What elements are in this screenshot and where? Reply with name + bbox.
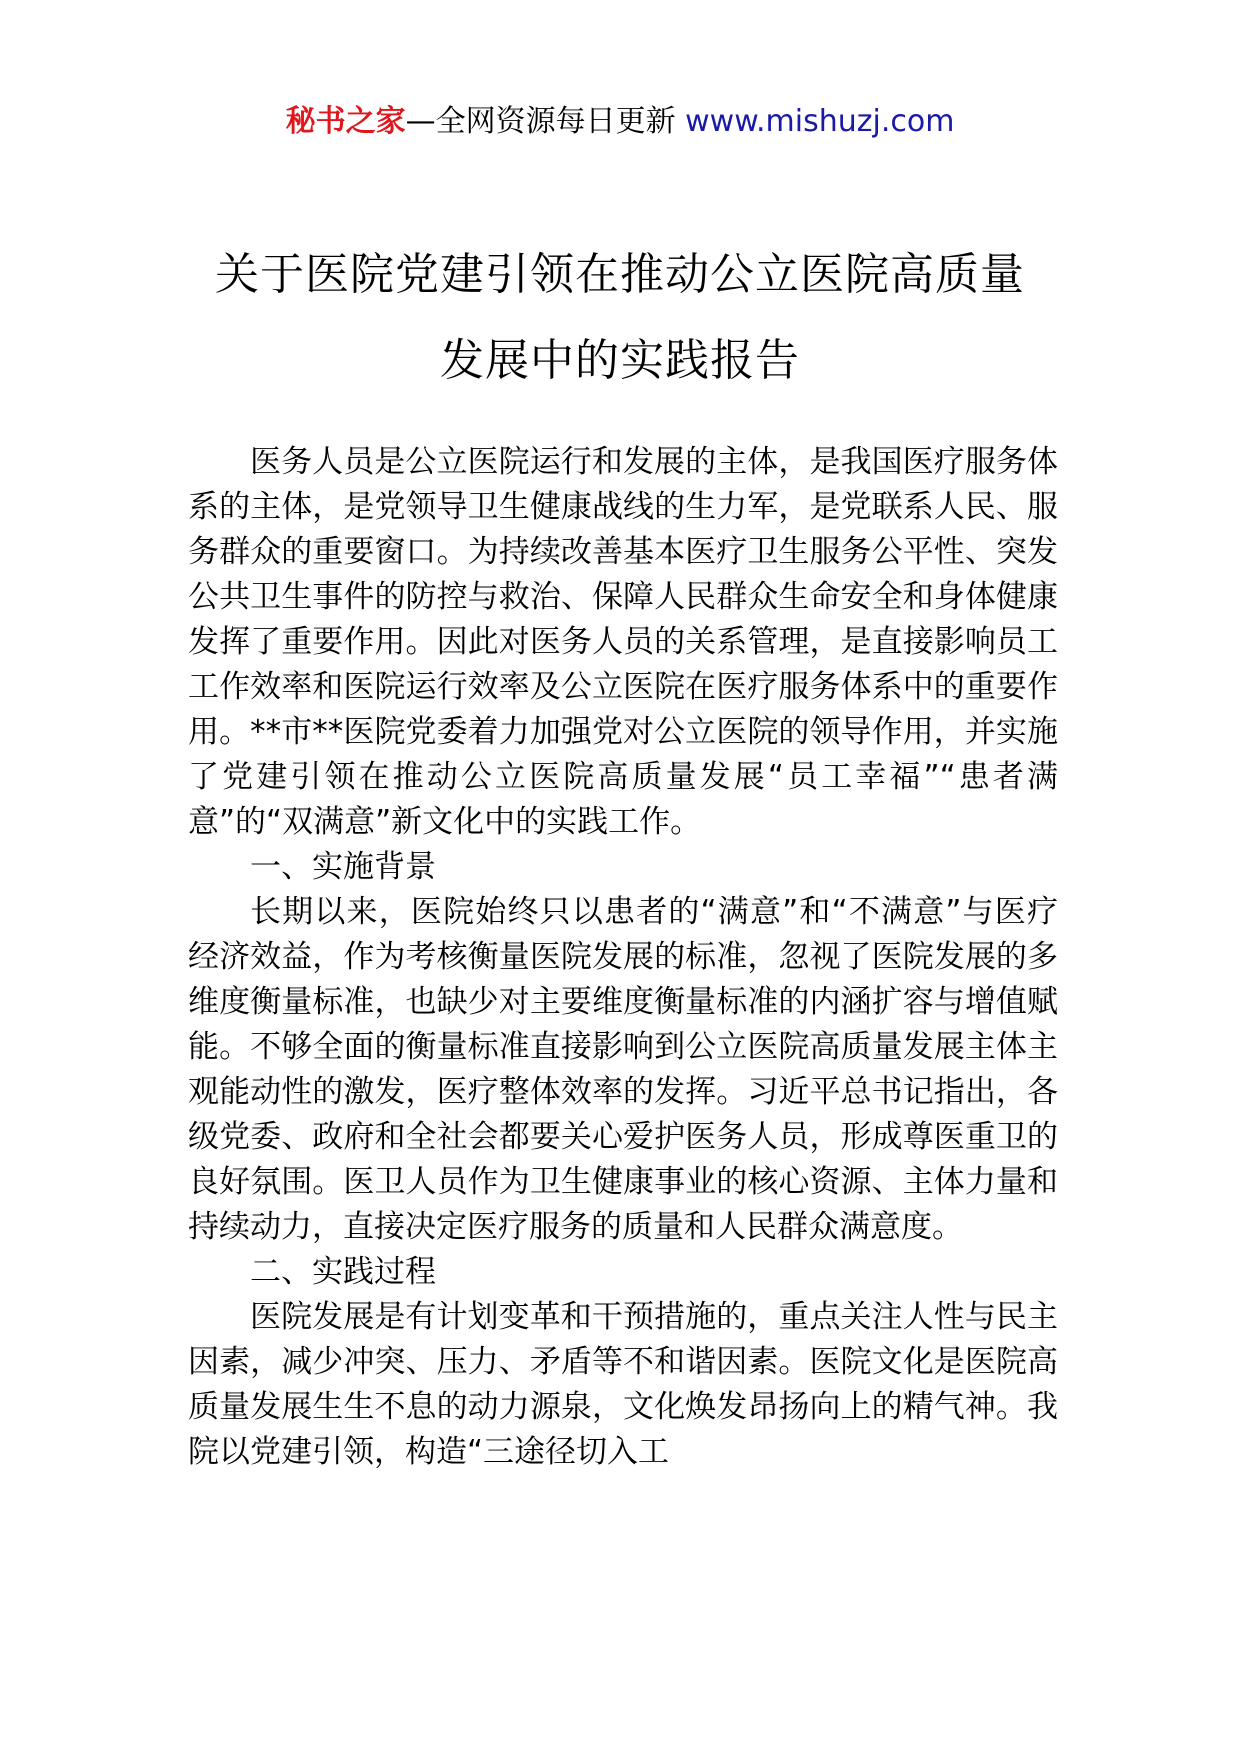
paragraph-intro: 医务人员是公立医院运行和发展的主体，是我国医疗服务体系的主体，是党领导卫生健康战线的生力军，是党联系人民、服务群众的重要窗口。为持续改善基本医疗卫生服务公平性、突发公共卫生事件的防控与救治、保障人民群众生命安全和身体健康发挥了重要作用。因此对医务人员的关系管理，是直接影响员工工作效率和医院运行效率及公立医院在医疗服务体系中的重要作用。**市**医院党委着力加强党对公立医院的领导作用，并实施了党建引领在推动公立医院高质量发展“员工幸福”“患者满意”的“双满意”新文化中的实践工作。 (188, 444, 1058, 840)
title-line-1: 关于医院党建引领在推动公立医院高质量 (215, 249, 1025, 300)
site-url-link[interactable]: www.mishuzj.com (685, 104, 955, 139)
section-heading-background: 一、实施背景 (250, 849, 436, 885)
section-heading-process: 二、实践过程 (250, 1254, 436, 1290)
site-header (0, 100, 1240, 144)
header-tagline: —全网资源每日更新 (405, 104, 686, 139)
brand-name: 秘书之家 (285, 104, 406, 139)
paragraph-process: 医院发展是有计划变革和干预措施的，重点关注人性与民主因素，减少冲突、压力、矛盾等不和谐因素。医院文化是医院高质量发展生生不息的动力源泉，文化焕发昂扬向上的精气神。我院以党建引领，构造“三途径切入工 (188, 1299, 1058, 1470)
document-body (188, 440, 1058, 1475)
title-line-2: 发展中的实践报告 (440, 335, 800, 386)
paragraph-background: 长期以来，医院始终只以患者的“满意”和“不满意”与医疗经济效益，作为考核衡量医院发展的标准，忽视了医院发展的多维度衡量标准，也缺少对主要维度衡量标准的内涵扩容与增值赋能。不够全面的衡量标准直接影响到公立医院高质量发展主体主观能动性的激发，医疗整体效率的发挥。习近平总书记指出，各级党委、政府和全社会都要关心爱护医务人员，形成尊医重卫的良好氛围。医卫人员作为卫生健康事业的核心资源、主体力量和持续动力，直接决定医疗服务的质量和人民群众满意度。 (188, 894, 1058, 1245)
document-title (140, 232, 1100, 404)
